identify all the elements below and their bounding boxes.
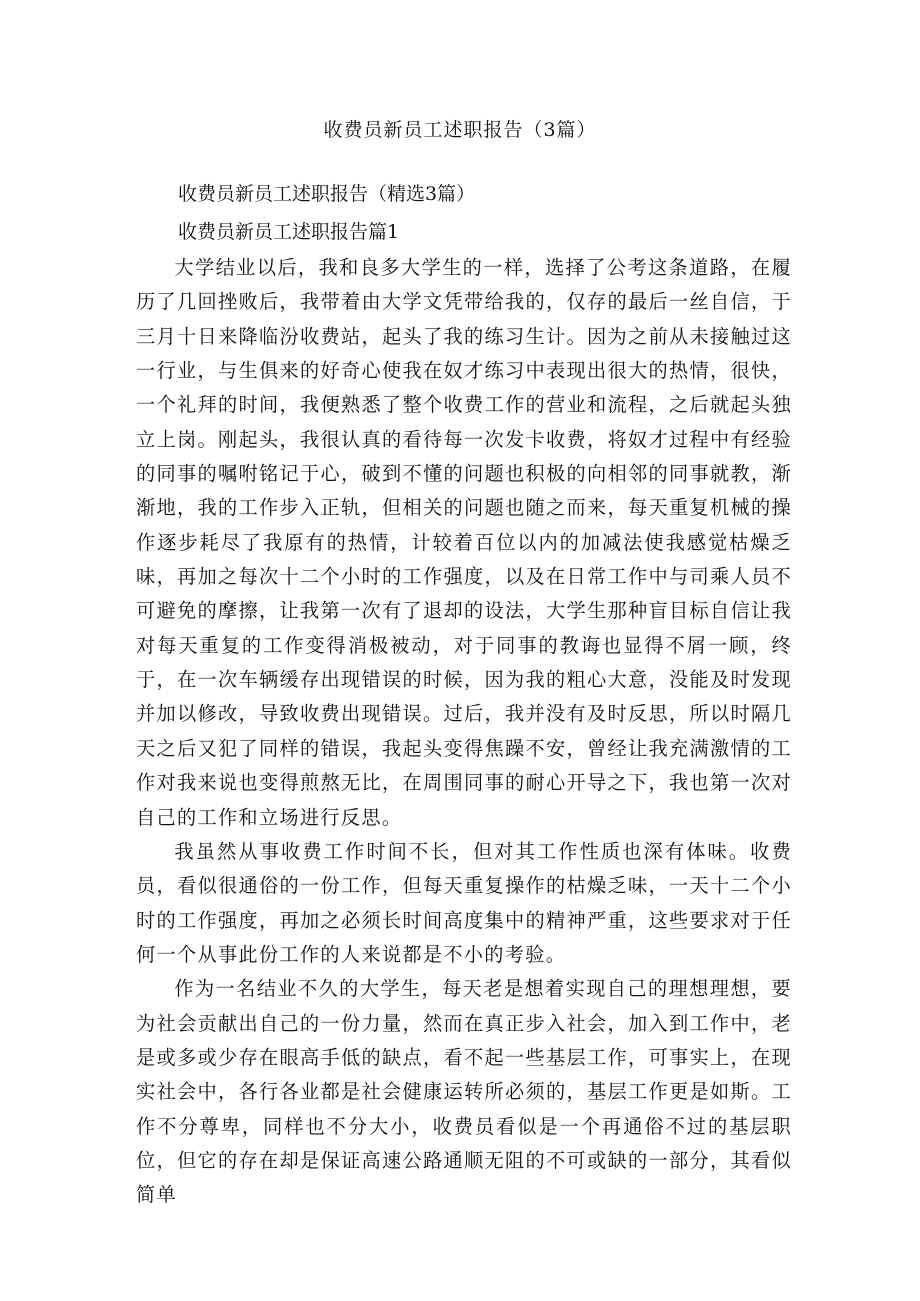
paragraph: 我虽然从事收费工作时间不长，但对其工作性质也深有体味。收费员，看似很通俗的一份工作，但每天重复操作的枯燥乏味，一天十二个小时的工作强度，再加之必须长时间高度集中的精神严重，这些要求对于任何一个从事此份工作的人来说都是不小的考验。 — [136, 839, 792, 966]
paragraph: 作为一名结业不久的大学生，每天老是想着实现自己的理想理想，要为社会贡献出自己的一份力量，然而在真正步入社会，加入到工作中，老是或多或少存在眼高手低的缺点，看不起一些基层工作，可事实上，在现实社会中，各行各业都是社会健康运转所必须的，基层工作更是如斯。工作不分尊卑，同样也不分大小，收费员看似是一个再通俗不过的基层职位，但它的存在却是保证高速公路通顺无阻的不可或缺的一部分，其看似简单 — [136, 977, 792, 1207]
document-subtitle: 收费员新员工述职报告（精选3篇） — [178, 183, 476, 205]
paragraph: 大学结业以后，我和良多大学生的一样，选择了公考这条道路，在履历了几回挫败后，我带着由大学文凭带给我的，仅存的最后一丝自信，于三月十日来降临汾收费站，起头了我的练习生计。因为之前从未接触过这一行业，与生俱来的好奇心使我在奴才练习中表现出很大的热情，很快，一个礼拜的时间，我便熟悉了整个收费工作的营业和流程，之后就起头独立上岗。刚起头，我很认真的看待每一次发卡收费，将奴才过程中有经验的同事的嘱咐铭记于心，破到不懂的问题也积极的向相邻的同事就教，渐渐地，我的工作步入正轨，但相关的问题也随之而来，每天重复机械的操作逐步耗尽了我原有的热情，计较着百位以内的加减法使我感觉枯燥乏味，再加之每次十二个小时的工作强度，以及在日常工作中与司乘人员不可避免的摩擦，让我第一次有了退却的设法，大学生那种盲目标自信让我对每天重复的工作变得消极被动，对于同事的教诲也显得不屑一顾，终于，在一次车辆缓存出现错误的时候，因为我的粗心大意，没能及时发现并加以修改，导致收费出现错误。过后，我并没有及时反思，所以时隔几天之后又犯了同样的错误，我起头变得焦躁不安，曾经让我充满激情的工作对我来说也变得煎熬无比，在周围同事的耐心开导之下，我也第一次对自己的工作和立场进行反思。 — [136, 256, 792, 829]
body-text — [136, 251, 792, 1213]
section-heading: 收费员新员工述职报告篇1 — [178, 221, 400, 243]
document-title: 收费员新员工述职报告（3篇） — [323, 119, 597, 141]
